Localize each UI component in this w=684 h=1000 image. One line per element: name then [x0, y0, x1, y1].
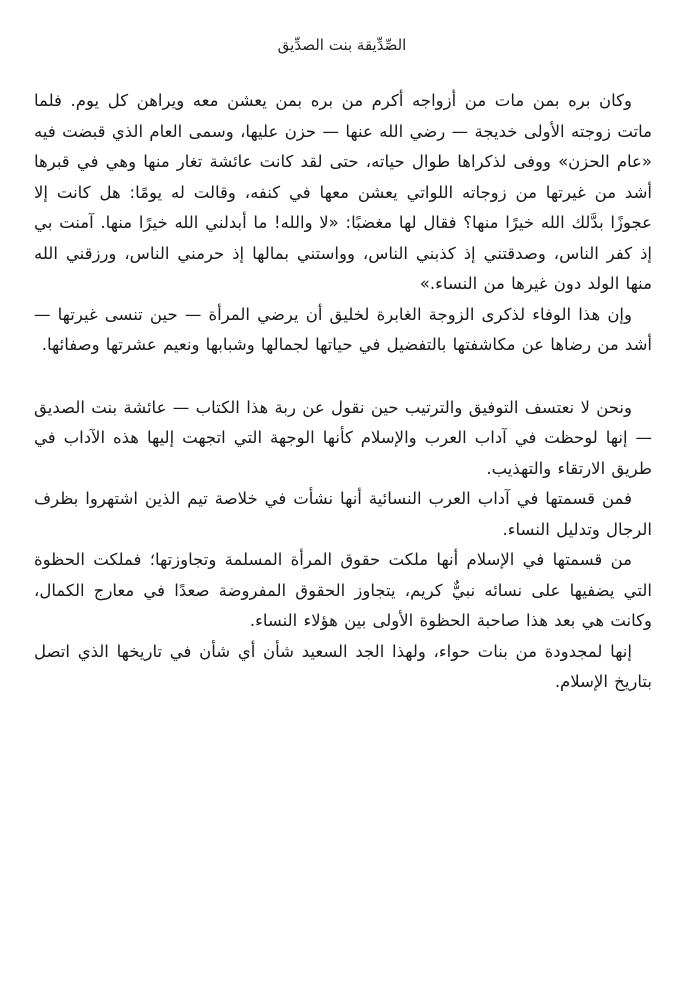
paragraph: وإن هذا الوفاء لذكرى الزوجة الغابرة لخليق أن يرضي المرأة — حين تنسى غيرتها — أشد من رضاها عن مكاشفتها بالتفضيل في حياتها لجمالها وشبابها ونعيم عشرتها وصفائها. [34, 304, 652, 354]
paragraph: إنها لمجدودة من بنات حواء، ولهذا الجد السعيد شأن أي شأن في تاريخها الذي اتصل بتاريخ الإسلام. [34, 641, 652, 691]
body-text [34, 86, 652, 698]
paragraph: من قسمتها في الإسلام أنها ملكت حقوق المرأة المسلمة وتجاوزتها؛ فملكت الحظوة التي يضفيها على نسائه نبيٌّ كريم، يتجاوز الحقوق المفروضة صعدًا في معارج الكمال، وكانت هي بعد هذا صاحبة الحظوة الأولى بين هؤلاء النساء. [34, 550, 652, 630]
running-header: الصِّدِّيقة بنت الصدِّيق [277, 36, 407, 54]
paragraph: ونحن لا نعتسف التوفيق والترتيب حين نقول عن ربة هذا الكتاب — عائشة بنت الصديق — إنها لوحظت في آداب العرب والإسلام كأنها الوجهة التي اتجهت إليها هذه الآداب في طريق الارتقاء والتهذيب. [34, 397, 652, 478]
paragraph: وكان بره بمن مات من أزواجه أكرم من بره بمن يعشن معه ويراهن كل يوم. فلما ماتت زوجته الأولى خديجة — رضي الله عنها — حزن عليها، وسمى العام الذي قبضت فيه «عام الحزن» ووفى لذكراها طوال حياته، حتى لقد كانت عائشة تغار منها وهي في قبرها أشد من غيرتها من زوجاته اللواتي يعشن معها في كنفه، وقالت له يومًا: هل كانت إلا عجوزًا بدَّلك الله خيرًا منها؟ فقال لها مغضبًا: «لا والله! ما أبدلني الله خيرًا منها. آمنت بي إذ كفر الناس، وصدقتني إذ كذبني الناس، وواستني بمالها إذ حرمني الناس، ورزقني الله منها الولد دون غيرها من النساء.» [34, 91, 652, 293]
paragraph: فمن قسمتها في آداب العرب النسائية أنها نشأت في خلاصة تيم الذين اشتهروا بظرف الرجال وتدليل النساء. [34, 489, 652, 539]
